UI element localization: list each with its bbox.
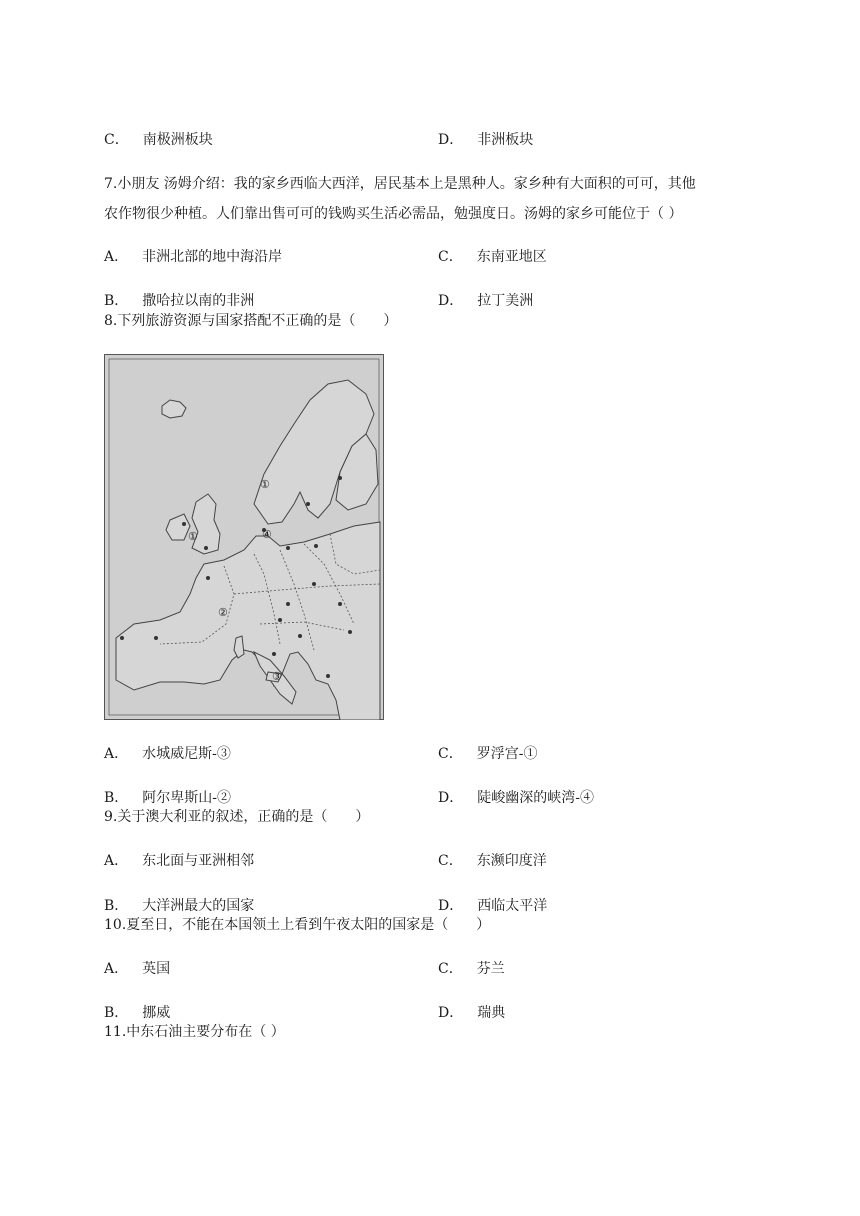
option-text: 水城威尼斯-③ <box>142 746 231 762</box>
q7-option-b <box>104 291 254 311</box>
option-text: 东濒印度洋 <box>476 853 547 869</box>
option-text: 拉丁美洲 <box>477 293 534 309</box>
q7-option-c <box>438 247 547 267</box>
option-text: 撒哈拉以南的非洲 <box>142 293 255 309</box>
q7-stem-line2: 农作物很少种植。人们靠出售可可的钱购买生活必需品，勉强度日。汤姆的家乡可能位于（ ） <box>104 206 683 222</box>
q8-option-b <box>104 788 231 808</box>
city-dot <box>326 674 330 678</box>
option-text: 南极洲板块 <box>142 132 213 148</box>
q10-option-d <box>438 1003 505 1023</box>
option-letter: A． <box>104 249 129 265</box>
option-letter: B． <box>104 293 129 309</box>
option-letter: D． <box>438 132 464 148</box>
option-letter: B． <box>104 898 129 914</box>
city-dot <box>338 476 342 480</box>
option-letter: C． <box>438 961 463 977</box>
option-letter: A． <box>104 853 129 869</box>
option-text: 英国 <box>142 961 171 977</box>
option-text: 大洋洲最大的国家 <box>142 898 255 914</box>
option-letter: C． <box>438 853 463 869</box>
option-letter: A． <box>104 961 129 977</box>
city-dot <box>348 630 352 634</box>
option-letter: A． <box>104 746 129 762</box>
option-letter: D． <box>438 790 464 806</box>
q8-option-c <box>438 744 537 764</box>
q8-option-a <box>104 744 231 764</box>
option-text: 瑞典 <box>477 1005 506 1021</box>
option-text: 东南亚地区 <box>476 249 547 265</box>
city-dot <box>154 636 158 640</box>
q10-option-c <box>438 959 505 979</box>
city-dot <box>278 618 282 622</box>
q10-option-a <box>104 959 170 979</box>
city-dot <box>206 576 210 580</box>
option-letter: C． <box>438 746 463 762</box>
q8-option-d <box>438 788 594 808</box>
city-dot <box>306 502 310 506</box>
q7-option-a <box>104 247 282 267</box>
europe-map <box>104 354 384 720</box>
map-label-4: ④ <box>262 528 272 541</box>
city-dot <box>204 546 208 550</box>
option-text: 西临太平洋 <box>477 898 548 914</box>
option-text: 非洲北部的地中海沿岸 <box>142 249 283 265</box>
q10-stem: 10.夏至日，不能在本国领土上看到午夜太阳的国家是（ ） <box>104 917 491 933</box>
city-dot <box>312 582 316 586</box>
option-letter: D． <box>438 1005 464 1021</box>
q7-option-d <box>438 291 533 311</box>
q9-option-c <box>438 851 547 871</box>
option-letter: C． <box>438 249 463 265</box>
option-text: 芬兰 <box>476 961 505 977</box>
option-text: 东北面与亚洲相邻 <box>142 853 255 869</box>
option-letter: C． <box>104 132 129 148</box>
q6-option-c <box>104 130 213 150</box>
option-text: 罗浮宫-① <box>476 746 538 762</box>
great-britain-shape <box>192 494 220 554</box>
option-text: 陡峻幽深的峡湾-④ <box>477 790 594 806</box>
city-dot <box>272 652 276 656</box>
city-dot <box>286 546 290 550</box>
option-letter: D． <box>438 293 464 309</box>
q9-option-b <box>104 896 254 916</box>
q11-stem: 11.中东石油主要分布在（ ） <box>104 1024 285 1040</box>
option-letter: B． <box>104 790 129 806</box>
map-label-1-west: ① <box>188 530 198 543</box>
map-label-3: ③ <box>272 670 282 683</box>
q9-option-a <box>104 851 254 871</box>
city-dot <box>286 602 290 606</box>
map-label-2: ② <box>218 606 228 619</box>
map-label-1-north: ① <box>260 478 270 491</box>
option-text: 阿尔卑斯山-② <box>142 790 232 806</box>
q9-option-d <box>438 896 547 916</box>
city-dot <box>182 522 186 526</box>
q9-stem: 9.关于澳大利亚的叙述，正确的是（ ） <box>104 809 370 825</box>
option-text: 非洲板块 <box>477 132 534 148</box>
option-letter: B． <box>104 1005 129 1021</box>
city-dot <box>298 634 302 638</box>
q6-option-d <box>438 130 533 150</box>
option-letter: D． <box>438 898 464 914</box>
city-dot <box>120 636 124 640</box>
q7-stem-line1: 7.小朋友 汤姆介绍：我的家乡西临大西洋，居民基本上是黑种人。家乡种有大面积的可可，其他 <box>104 176 696 192</box>
city-dot <box>338 602 342 606</box>
q10-option-b <box>104 1003 170 1023</box>
q8-stem: 8.下列旅游资源与国家搭配不正确的是（ ） <box>104 313 398 329</box>
option-text: 挪威 <box>142 1005 171 1021</box>
city-dot <box>314 544 318 548</box>
